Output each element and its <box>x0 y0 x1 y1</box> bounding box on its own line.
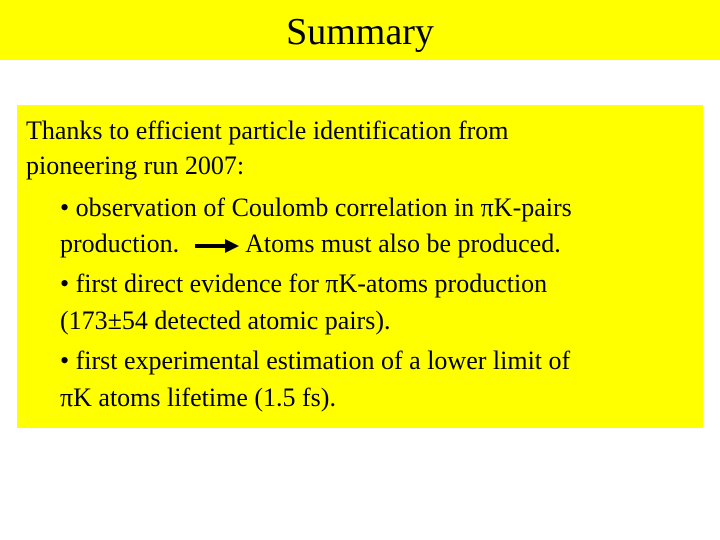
intro-line-2: pioneering run 2007: <box>26 151 245 180</box>
bullet-1-text-b: Atoms must also be produced. <box>245 229 561 258</box>
bullet-2-line-2: (173±54 detected atomic pairs). <box>60 306 391 335</box>
bullet-3-line-1: • first experimental estimation of a lower limit of <box>60 346 571 375</box>
bullet-1-text-a: production. <box>60 229 180 258</box>
bullet-2-line-1: • first direct evidence for πK-atoms production <box>60 269 548 298</box>
slide-title: Summary <box>286 11 434 53</box>
right-arrow-icon <box>195 239 239 253</box>
bullet-1-line-1: • observation of Coulomb correlation in πK-pairs <box>60 193 572 222</box>
bullet-1-line-2 <box>60 229 561 259</box>
summary-box <box>17 105 703 428</box>
bullet-3-line-2: πK atoms lifetime (1.5 fs). <box>60 383 336 412</box>
intro-line-1: Thanks to efficient particle identification from <box>26 116 509 145</box>
